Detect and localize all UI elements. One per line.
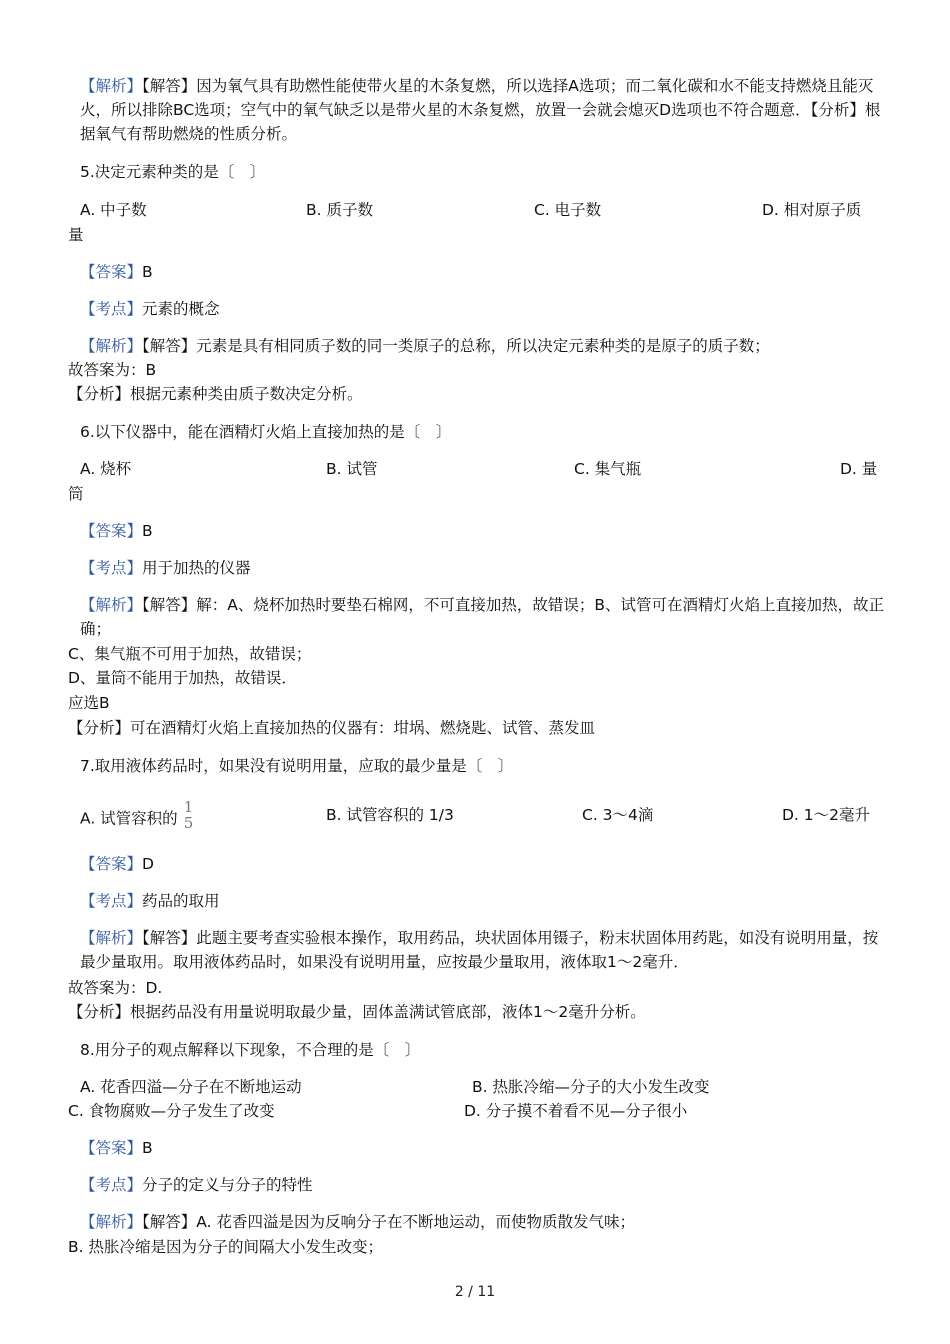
q6-conclusion: 应选B — [68, 694, 110, 712]
q6-line-d: D、量筒不能用于加热，故错误． — [68, 669, 297, 687]
q6-point-value: 用于加热的仪器 — [142, 559, 251, 577]
q8-point — [68, 1173, 892, 1197]
analysis-tag: 【解析】 — [80, 77, 143, 95]
q8-analysis — [68, 1210, 892, 1234]
q7-option-c: C. 3～4滴 — [582, 806, 654, 824]
point-tag: 【考点】 — [80, 559, 143, 577]
q5-options — [68, 198, 880, 222]
point-tag: 【考点】 — [80, 1176, 143, 1194]
q6-option-a: A. 烧杯 — [80, 460, 132, 478]
q7-option-a-text: A. 试管容积的 — [80, 809, 178, 828]
q7-conclusion: 故答案为：D. — [68, 979, 163, 997]
q8-options-row-2 — [68, 1099, 880, 1123]
q7-analysis-summary: 【分析】根据药品没有用量说明取最少量，固体盖满试管底部，液体1～2毫升分析。 — [68, 1003, 646, 1021]
q5-option-d: D. 相对原子质 — [762, 201, 862, 219]
q6-answer — [68, 519, 892, 543]
q4-analysis-text: 【解答】因为氧气具有助燃性能使带火星的木条复燃，所以选择A选项；而二氧化碳和水不能支持燃烧且能灭火，所以排除BC选项；空气中的氧气缺乏以是带火星的木条复燃，放置一会就会熄灭D选项也不符合题意．【分析】根据氧气有帮助燃烧的性质分析。 — [80, 77, 881, 143]
q8-answer — [68, 1136, 892, 1160]
q5-option-wrap: 量 — [68, 226, 84, 244]
page-number: 2 / 11 — [454, 1284, 496, 1300]
q5-point — [68, 297, 892, 321]
q5-point-value: 元素的概念 — [142, 300, 220, 318]
q7-answer — [68, 852, 892, 876]
fraction-denominator: 5 — [183, 814, 194, 832]
q8-stem: 8.用分子的观点解释以下现象，不合理的是〔 〕 — [80, 1041, 421, 1059]
q6-option-d: D. 量 — [840, 460, 878, 478]
q7-option-a — [80, 798, 194, 835]
q8-point-value: 分子的定义与分子的特性 — [142, 1176, 313, 1194]
q5-conclusion: 故答案为：B — [68, 361, 157, 379]
answer-tag: 【答案】 — [80, 855, 143, 873]
q6-stem: 6.以下仪器中，能在酒精灯火焰上直接加热的是〔 〕 — [80, 423, 452, 441]
fraction-one-fifth — [184, 799, 194, 831]
q8-option-a: A. 花香四溢—分子在不断地运动 — [80, 1078, 302, 1096]
answer-tag: 【答案】 — [80, 522, 143, 540]
q8-analysis-text: 【解答】A. 花香四溢是因为反响分子在不断地运动，而使物质散发气味； — [142, 1213, 635, 1231]
q7-answer-value: D — [142, 855, 154, 873]
analysis-tag: 【解析】 — [80, 337, 143, 355]
q6-point — [68, 556, 892, 580]
q6-option-c: C. 集气瓶 — [574, 460, 642, 478]
q6-analysis-text: 【解答】解：A、烧杯加热时要垫石棉网，不可直接加热，故错误；B、试管可在酒精灯火焰上直接加热，故正确； — [80, 596, 885, 638]
q7-options — [68, 798, 880, 832]
point-tag: 【考点】 — [80, 300, 143, 318]
q8-option-c: C. 食物腐败—分子发生了改变 — [68, 1102, 275, 1120]
q5-answer-value: B — [142, 263, 153, 281]
q5-analysis-summary: 【分析】根据元素种类由质子数决定分析。 — [68, 385, 363, 403]
q5-analysis-text: 【解答】元素是具有相同质子数的同一类原子的总称，所以决定元素种类的是原子的质子数； — [142, 337, 770, 355]
q6-line-c: C、集气瓶不可用于加热，故错误； — [68, 645, 312, 663]
analysis-tag: 【解析】 — [80, 929, 143, 947]
answer-tag: 【答案】 — [80, 263, 143, 281]
q6-analysis — [68, 593, 892, 641]
q5-stem: 5.决定元素种类的是〔 〕 — [80, 163, 266, 181]
q5-option-a: A. 中子数 — [80, 201, 147, 219]
point-tag: 【考点】 — [80, 892, 143, 910]
q8-answer-value: B — [142, 1139, 153, 1157]
q7-point — [68, 889, 892, 913]
q7-option-b: B. 试管容积的 1/3 — [326, 806, 454, 824]
q7-point-value: 药品的取用 — [142, 892, 220, 910]
fraction-numerator: 1 — [183, 798, 194, 816]
q6-option-wrap: 筒 — [68, 485, 84, 503]
analysis-tag: 【解析】 — [80, 1213, 143, 1231]
q7-analysis — [68, 926, 892, 974]
q6-answer-value: B — [142, 522, 153, 540]
q8-options-row-1 — [68, 1075, 880, 1099]
q5-option-b: B. 质子数 — [306, 201, 373, 219]
q8-option-b: B. 热胀冷缩—分子的大小发生改变 — [472, 1078, 710, 1096]
q6-analysis-summary: 【分析】可在酒精灯火焰上直接加热的仪器有：坩埚、燃烧匙、试管、蒸发皿 — [68, 719, 596, 737]
q5-analysis — [68, 334, 892, 358]
q6-options — [68, 457, 880, 481]
q7-analysis-text: 【解答】此题主要考查实验根本操作，取用药品，块状固体用镊子，粉末状固体用药匙，如没有说明用量，按最少量取用。取用液体药品时，如果没有说明用量，应按最少量取用，液体取1～2毫升． — [80, 929, 879, 971]
answer-tag: 【答案】 — [80, 1139, 143, 1157]
q7-stem: 7.取用液体药品时，如果没有说明用量，应取的最少量是〔 〕 — [80, 757, 514, 775]
q7-option-d: D. 1～2毫升 — [782, 806, 871, 824]
q4-analysis — [68, 74, 892, 146]
q5-answer — [68, 260, 892, 284]
q8-line-b: B. 热胀冷缩是因为分子的间隔大小发生改变； — [68, 1238, 383, 1256]
q6-option-b: B. 试管 — [326, 460, 378, 478]
analysis-tag: 【解析】 — [80, 596, 143, 614]
q8-option-d: D. 分子摸不着看不见—分子很小 — [464, 1102, 688, 1120]
q5-option-c: C. 电子数 — [534, 201, 602, 219]
